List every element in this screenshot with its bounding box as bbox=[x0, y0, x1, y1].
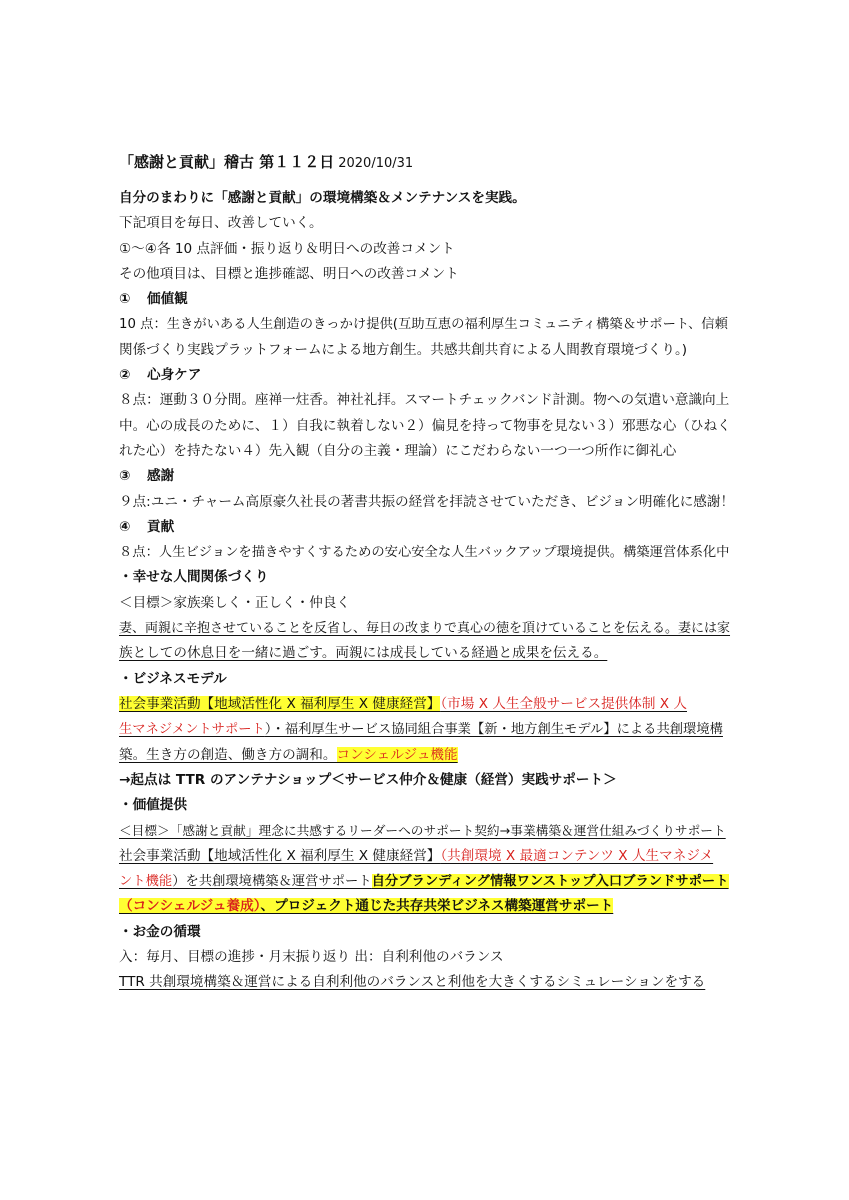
paragraph-line: 妻、両親に辛抱させていることを反省し、毎日の改まりで真心の徳を頂けていることを伝える。妻には家 bbox=[119, 621, 731, 637]
red-text: （共創環境 X 最適コンテンツ X 人生マネジメ bbox=[440, 847, 714, 864]
plain-text: 社会事業活動【地域活性化 X 福利厚生 X 健康経営】 bbox=[119, 847, 441, 864]
plain-text: ）・福利厚生サービス協同組合事業【新・地方創生モデル】による共創環境構 bbox=[264, 722, 723, 738]
paragraph-line bbox=[119, 844, 734, 869]
red-text: （市場 X 人生全般サービス提供体制 X 人 bbox=[440, 695, 687, 712]
title-date: 2020/10/31 bbox=[338, 156, 414, 171]
section-title: 貢献 bbox=[147, 518, 175, 535]
document-page bbox=[119, 150, 734, 996]
paragraph-line: 10 点：生きがいある人生創造のきっかけ提供(互助互恵の福利厚生コミュニティ構築＆サポート、信頼 bbox=[119, 317, 728, 333]
intro-heading: 自分のまわりに「感謝と貢献」の環境構築＆メンテナンスを実践。 bbox=[119, 190, 526, 206]
document-title bbox=[119, 150, 734, 176]
paragraph-line: ８点：運動３０分間。座禅一炷香。神社礼拝。スマートチェックバンド計測。物への気遣い意識向上 bbox=[119, 392, 730, 409]
red-text: ント機能 bbox=[119, 874, 173, 890]
section-heading-money-flow: ・お金の循環 bbox=[119, 923, 201, 940]
section-heading-contribution bbox=[119, 515, 734, 540]
paragraph-line bbox=[119, 743, 734, 768]
paragraph-line: ＜目標＞「感謝と貢献」理念に共感するリーダーへのサポート契約→事業構築＆運営仕組みづくりサポート bbox=[119, 823, 726, 839]
section-title: 価値観 bbox=[147, 291, 188, 308]
section-heading-body-care bbox=[119, 363, 734, 388]
paragraph-line: 族としての休息日を一緒に過ごす。両親には成長している経過と成果を伝える。 bbox=[119, 645, 608, 662]
section-heading-relations: ・幸せな人間関係づくり bbox=[119, 569, 269, 586]
paragraph-line: ９点:ユニ・チャーム高原豪久社長の著書共振の経営を拝読させていただき、ビジョン明確化に感謝！ bbox=[119, 493, 735, 510]
intro-line: 下記項目を毎日、改善していく。 bbox=[119, 215, 323, 232]
section-number: ③ bbox=[119, 468, 131, 485]
paragraph-line bbox=[119, 894, 734, 919]
goal-line: ＜目標＞家族楽しく・正しく・仲良く bbox=[119, 594, 351, 611]
paragraph-line: TTR 共創環境構築＆運営による自利利他のバランスと利他を大きくするシミュレーションをする bbox=[119, 974, 706, 991]
highlighted-text: 社会事業活動【地域活性化 X 福利厚生 X 健康経営】 bbox=[119, 695, 441, 712]
section-heading-business-model: ・ビジネスモデル bbox=[119, 670, 227, 687]
section-title: 感謝 bbox=[147, 468, 175, 485]
paragraph-line bbox=[119, 869, 734, 894]
paragraph-line: 中。心の成長のために、１）自我に執着しない２）偏見を持って物事を見ない３）邪悪な心（ひねく bbox=[119, 417, 731, 434]
section-title: 心身ケア bbox=[147, 367, 202, 384]
paragraph-line: ８点：人生ビジョンを描きやすくするための安心安全な人生バックアップ環境提供。構築運営体系化中 bbox=[119, 545, 730, 561]
paragraph-line bbox=[119, 717, 734, 742]
paragraph-line: れた心）を持たない４）先入観（自分の主義・理論）にこだわらない一つ一つ所作に御礼心 bbox=[119, 442, 677, 459]
intro-line: その他項目は、目標と進捗確認、明日への改善コメント bbox=[119, 265, 459, 282]
section-number: ④ bbox=[119, 518, 131, 535]
intro-line: ①～④各 10 点評価・振り返り＆明日への改善コメント bbox=[119, 240, 455, 257]
highlighted-red-text: コンシェルジュ機能 bbox=[336, 746, 458, 763]
section-heading-gratitude bbox=[119, 464, 734, 489]
emphasis-line: →起点は TTR のアンテナショップ＜サービス仲介＆健康（経営）実践サポート＞ bbox=[119, 771, 617, 788]
section-heading-values bbox=[119, 287, 734, 312]
highlighted-bold-text: 、プロジェクト通じた共存共栄ビジネス構築運営サポート bbox=[260, 898, 614, 915]
paragraph-line bbox=[119, 692, 734, 717]
plain-text: ）を共創環境構築＆運営サポート bbox=[172, 874, 372, 890]
paragraph-line: 関係づくり実践プラットフォームによる地方創生。共感共創共育による人間教育環境づくり。) bbox=[119, 341, 688, 358]
title-main: 「感謝と貢献」稽古 第１１２日 bbox=[119, 153, 335, 171]
plain-text: 築。生き方の創造、働き方の調和。 bbox=[119, 746, 337, 763]
highlighted-red-bold-text: （コンシェルジュ養成） bbox=[119, 898, 261, 915]
red-text: 生マネジメントサポート bbox=[119, 722, 265, 738]
section-number: ② bbox=[119, 367, 131, 384]
highlighted-bold-text: 自分ブランディング情報ワンストップ入口ブランドサポート bbox=[371, 874, 729, 890]
paragraph-line: 入：毎月、目標の進捗・月末振り返り 出：自利利他のバランス bbox=[119, 948, 504, 965]
section-heading-value-provision: ・価値提供 bbox=[119, 797, 187, 814]
section-number: ① bbox=[119, 291, 131, 308]
